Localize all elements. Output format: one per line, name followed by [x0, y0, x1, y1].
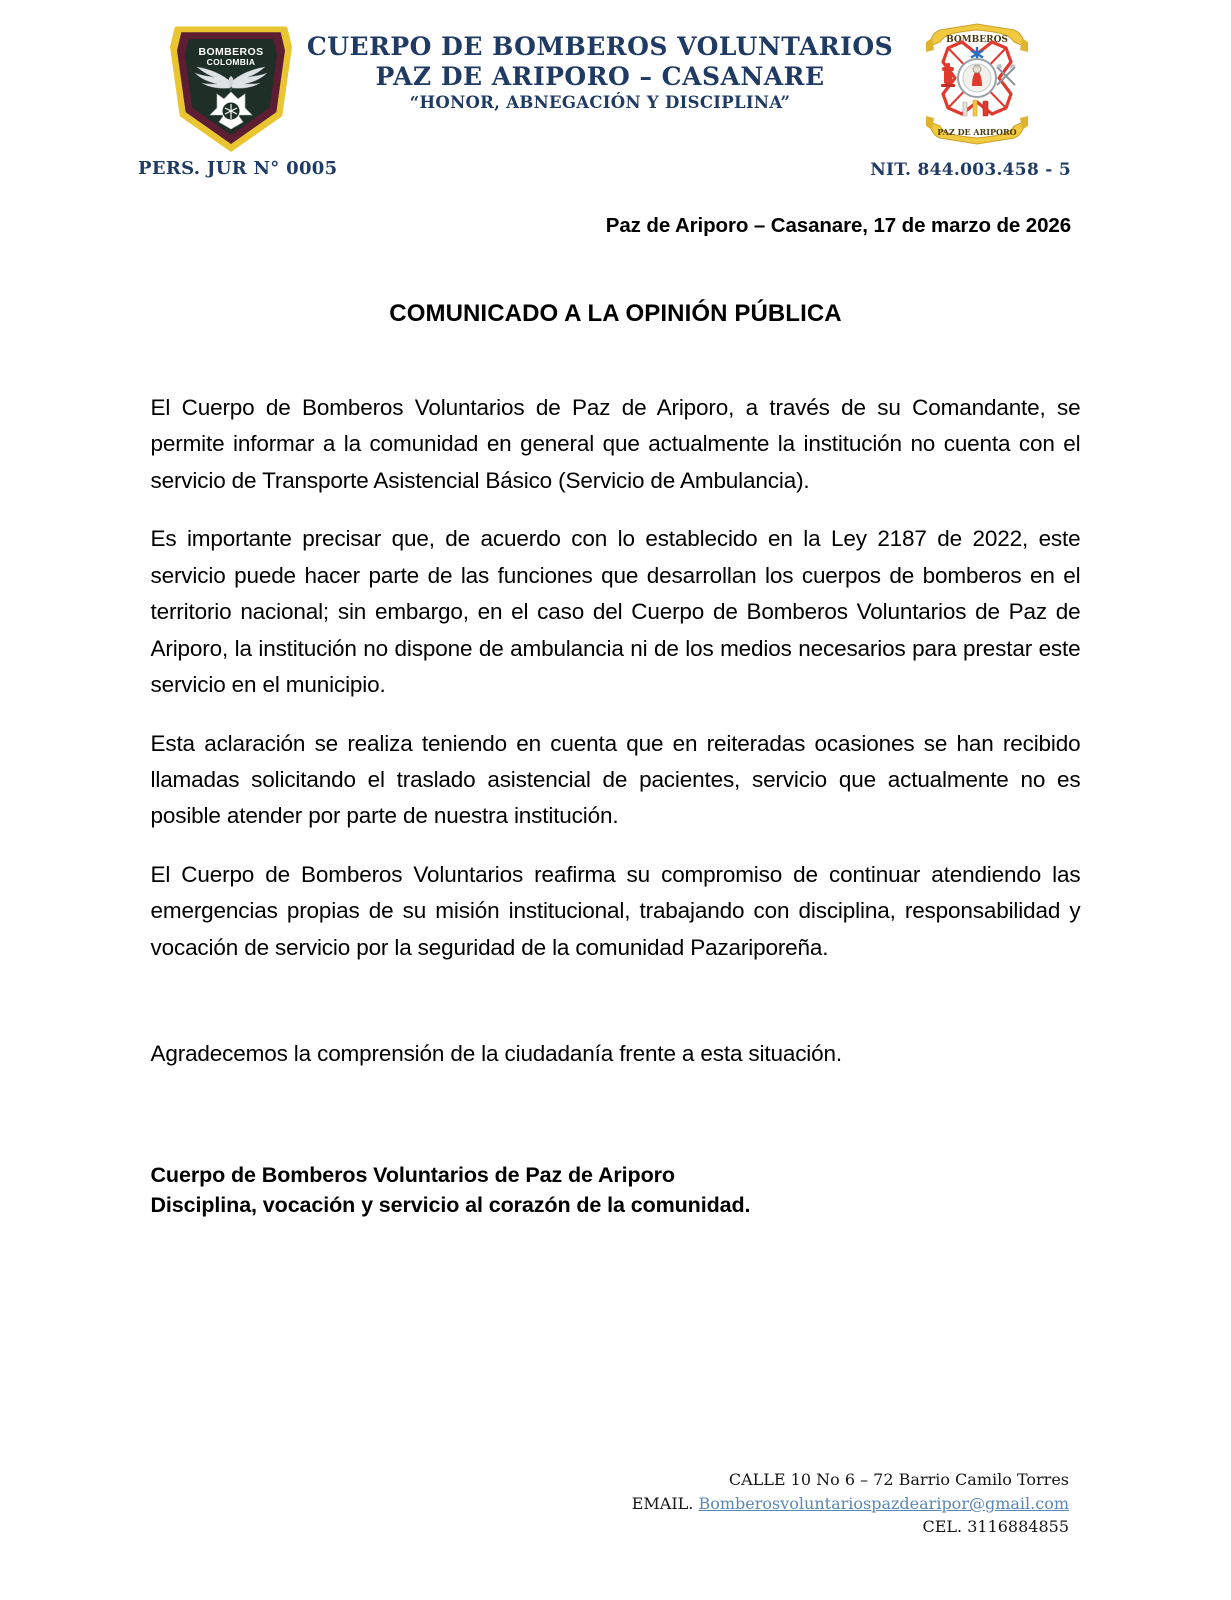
cross-banner-top-text: BOMBEROS — [946, 35, 1008, 45]
footer-email-row — [0, 1492, 1069, 1515]
closing-statement: Agradecemos la comprensión de la ciudadanía frente a esta situación. — [150, 1041, 842, 1067]
maltese-cross-emblem-icon — [912, 16, 1042, 152]
dateline: Paz de Ariporo – Casanare, 17 de marzo de 2026 — [605, 214, 1071, 237]
paragraph-2: Es importante precisar que, de acuerdo con lo establecido en la Ley 2187 de 2022, este servicio puede hacer parte de las funciones que desarrollan los cuerpos de bomberos en el territorio nacional; sin embargo, en el caso del Cuerpo de Bomberos Voluntarios de Paz de Ariporo, la institución no dispone de ambulancia ni de los medios necesarios para prestar este servicio en el municipio. — [150, 526, 1081, 698]
letterhead-title-block — [300, 32, 900, 112]
signature-block — [151, 1160, 1081, 1220]
paz-de-ariporo-cross-logo — [912, 16, 1042, 152]
nit-number: NIT. 844.003.458 - 5 — [870, 160, 1071, 180]
shield-text-bomberos: BOMBEROS — [198, 46, 264, 58]
document-content — [151, 328, 1081, 1220]
paragraph-4: El Cuerpo de Bomberos Voluntarios reafirma su compromiso de continuar atendiendo las emergencias propias de su misión institucional, trabajando con disciplina, responsabilidad y vocación de servicio por la seguridad de la comunidad Pazariporeña. — [150, 861, 1081, 960]
footer-address: CALLE 10 No 6 – 72 Barrio Camilo Torres — [728, 1470, 1069, 1490]
paragraph-3: Esta aclaración se realiza teniendo en cuenta que en reiteradas ocasiones se han recibido llamadas solicitando el traslado asistencial de pacientes, servicio que actualmente no es posible atender por parte de nuestra institución. — [150, 730, 1081, 829]
letterhead-title-line-2: PAZ DE ARIPORO – CASANARE — [375, 61, 825, 91]
document-body — [0, 200, 1231, 1220]
letterhead-motto: “HONOR, ABNEGACIÓN Y DISCIPLINA” — [409, 93, 791, 112]
letterhead-title-line-1: CUERPO DE BOMBEROS VOLUNTARIOS — [306, 32, 894, 61]
shield-condor-and-cross-icon — [170, 24, 292, 152]
signature-organization: Cuerpo de Bomberos Voluntarios de Paz de Ariporo — [150, 1163, 675, 1188]
pers-jur-number: PERS. JUR N° 0005 — [138, 158, 338, 179]
bomberos-colombia-shield-logo — [170, 24, 292, 152]
shield-text-colombia: COLOMBIA — [206, 57, 256, 67]
footer-email-label: EMAIL. — [631, 1493, 694, 1513]
letterhead — [0, 0, 1231, 200]
footer-email-link[interactable]: Bomberosvoluntariospazdearipor@gmail.com — [698, 1493, 1069, 1513]
signature-motto: Disciplina, vocación y servicio al corazón de la comunidad. — [150, 1193, 751, 1218]
document-title: COMUNICADO A LA OPINIÓN PÚBLICA — [389, 300, 842, 327]
paragraph-1: El Cuerpo de Bomberos Voluntarios de Paz de Ariporo, a través de su Comandante, se permite informar a la comunidad en general que actualmente la institución no cuenta con el servicio de Transporte Asistencial Básico (Servicio de Ambulancia). — [150, 395, 1081, 493]
document-footer — [0, 1468, 1231, 1538]
footer-phone: CEL. 3116884855 — [922, 1516, 1069, 1536]
cross-banner-bottom-text: PAZ DE ARIPORO — [937, 127, 1017, 137]
